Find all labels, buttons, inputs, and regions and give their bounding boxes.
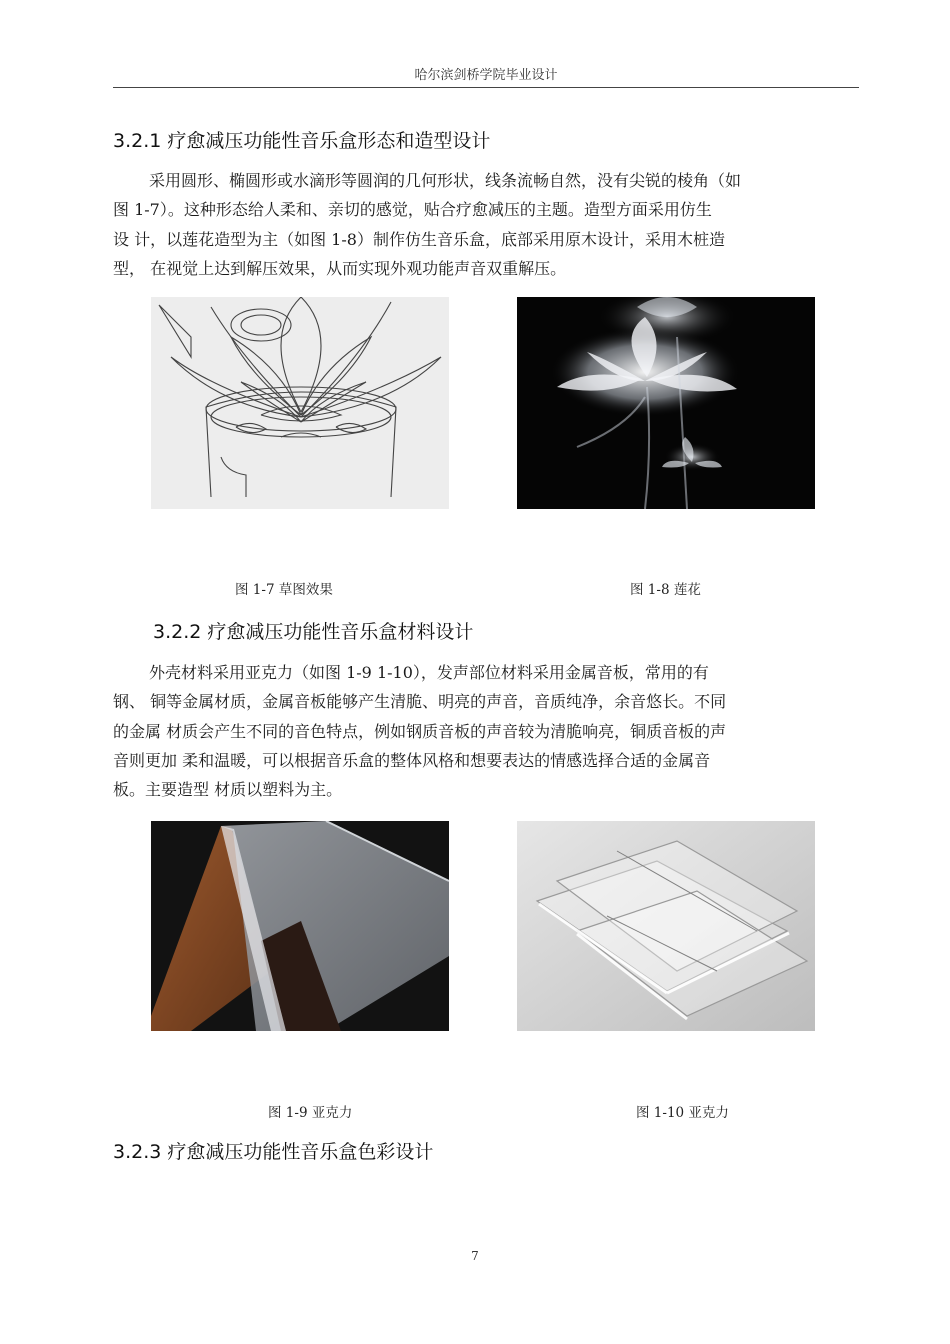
paragraph-line: 型， 在视觉上达到解压效果，从而实现外观功能声音双重解压。 xyxy=(113,258,567,278)
figure-caption-1-9: 图 1-9 亚克力 xyxy=(268,1105,353,1121)
paragraph-line: 外壳材料采用亚克力（如图 1-9 1-10），发声部位材料采用金属音板，常用的有 xyxy=(149,663,709,682)
acrylic-wood-image xyxy=(151,821,449,1031)
paragraph-material-design xyxy=(113,658,859,804)
paragraph-line: 图 1-7）。这种形态给人柔和、亲切的感觉，贴合疗愈减压的主题。造型方面采用仿生 xyxy=(113,200,712,220)
paragraph-line: 钢、 铜等金属材质，金属音板能够产生清脆、明亮的声音，音质纯净，余音悠长。不同 xyxy=(113,692,727,712)
paragraph-line: 板。主要造型 材质以塑料为主。 xyxy=(113,780,343,800)
acrylic-sheets-image xyxy=(517,821,815,1031)
page-number: 7 xyxy=(471,1249,479,1263)
lotus-photo-image xyxy=(517,297,815,509)
lotus-sketch-image xyxy=(151,297,449,509)
header-rule xyxy=(113,87,859,88)
paragraph-line: 采用圆形、椭圆形或水滴形等圆润的几何形状，线条流畅自然，没有尖锐的棱角（如 xyxy=(149,171,742,190)
paragraph-line: 音则更加 柔和温暖，可以根据音乐盒的整体风格和想要表达的情感选择合适的金属音 xyxy=(113,750,711,770)
section-heading-3-2-3: 3.2.3 疗愈减压功能性音乐盒色彩设计 xyxy=(113,1141,434,1163)
section-heading-3-2-1: 3.2.1 疗愈减压功能性音乐盒形态和造型设计 xyxy=(113,130,491,152)
figure-caption-1-10: 图 1-10 亚克力 xyxy=(636,1105,729,1121)
paragraph-form-design xyxy=(113,166,859,283)
figure-caption-1-7: 图 1-7 草图效果 xyxy=(235,582,333,598)
paragraph-line: 设 计，以莲花造型为主（如图 1-8）制作仿生音乐盒，底部采用原木设计，采用木桩造 xyxy=(113,229,725,249)
figure-caption-1-8: 图 1-8 莲花 xyxy=(630,582,701,598)
running-header: 哈尔滨剑桥学院毕业设计 xyxy=(414,68,558,83)
section-heading-3-2-2: 3.2.2 疗愈减压功能性音乐盒材料设计 xyxy=(153,621,474,643)
paragraph-line: 的金属 材质会产生不同的音色特点，例如钢质音板的声音较为清脆响亮，铜质音板的声 xyxy=(113,721,727,741)
